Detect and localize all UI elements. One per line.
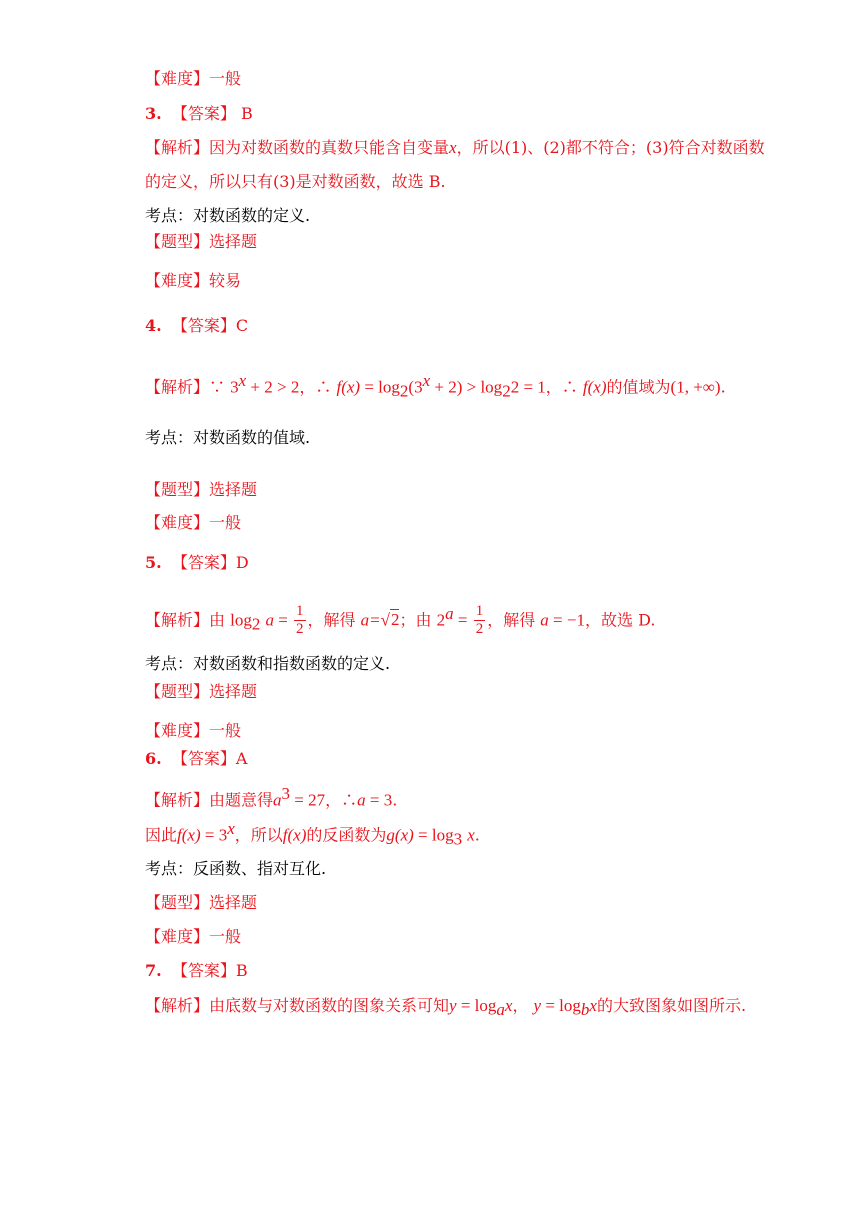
fraction-one-half: $\frac{1}{2}$ — [296, 603, 304, 638]
type-q6: 【题型】选择题 — [145, 893, 258, 912]
answer-line-q5: 5. 【答案】D — [145, 553, 249, 572]
type-q3: 【题型】选择题 — [145, 232, 258, 251]
answer-line-q6: 6. 【答案】A — [145, 749, 248, 768]
type-q4: 【题型】选择题 — [145, 480, 258, 499]
fraction-one-half-2: $\frac{1}{2}$ — [475, 603, 484, 638]
analysis-line-q5: 【解析】由 $\log_2 a$ = $\frac{1}{2}$ ，解得 a=√2；由 $2^a$ = $\frac{1}{2}$ ，解得 a = −1，故选 D. — [145, 603, 656, 638]
analysis-line-q3-cont: 的定义，所以只有(3)是对数函数，故选 B. — [145, 172, 446, 191]
answer-line-q7: 7. 【答案】B — [145, 961, 248, 980]
analysis-line-q6: 【解析】由题意得$a^3 = 27$，∴a = 3. — [145, 784, 398, 810]
analysis-line-q7: 【解析】由底数与对数函数的图象关系可知$y = \log_ax$， $y = \log_bx$的大致图象如图所示. — [145, 996, 747, 1020]
analysis-line-q6-cont: 因此$f(x) = 3^x$，所以f(x)的反函数为$g(x) = \log_3 x$. — [145, 819, 480, 849]
analysis-line-q4: 【解析】∵ $3^x + 2 > 2$，∴ $f(x) = \log_2(3^x + 2) > \log_22 = 1$，∴ f(x)的值域为(1, +∞). — [145, 371, 726, 401]
point-q3: 考点：对数函数的定义. — [145, 206, 311, 225]
difficulty-q3: 【难度】较易 — [145, 271, 242, 290]
answer-line-q3: 3. 【答案】 B — [145, 104, 253, 123]
point-q6: 考点：反函数、指对互化. — [145, 859, 327, 878]
point-q5: 考点：对数函数和指数函数的定义. — [145, 654, 391, 673]
difficulty-q5: 【难度】一般 — [145, 721, 242, 740]
analysis-line-q3: 【解析】因为对数函数的真数只能含自变量x，所以(1)、(2)都不符合；(3)符合对数函数 — [145, 138, 765, 157]
point-q4: 考点：对数函数的值域. — [145, 428, 311, 447]
difficulty-line: 【难度】一般 — [145, 69, 242, 88]
difficulty-q4: 【难度】一般 — [145, 513, 242, 532]
difficulty-q6: 【难度】一般 — [145, 927, 242, 946]
type-q5: 【题型】选择题 — [145, 682, 258, 701]
answer-line-q4: 4. 【答案】C — [145, 316, 249, 335]
